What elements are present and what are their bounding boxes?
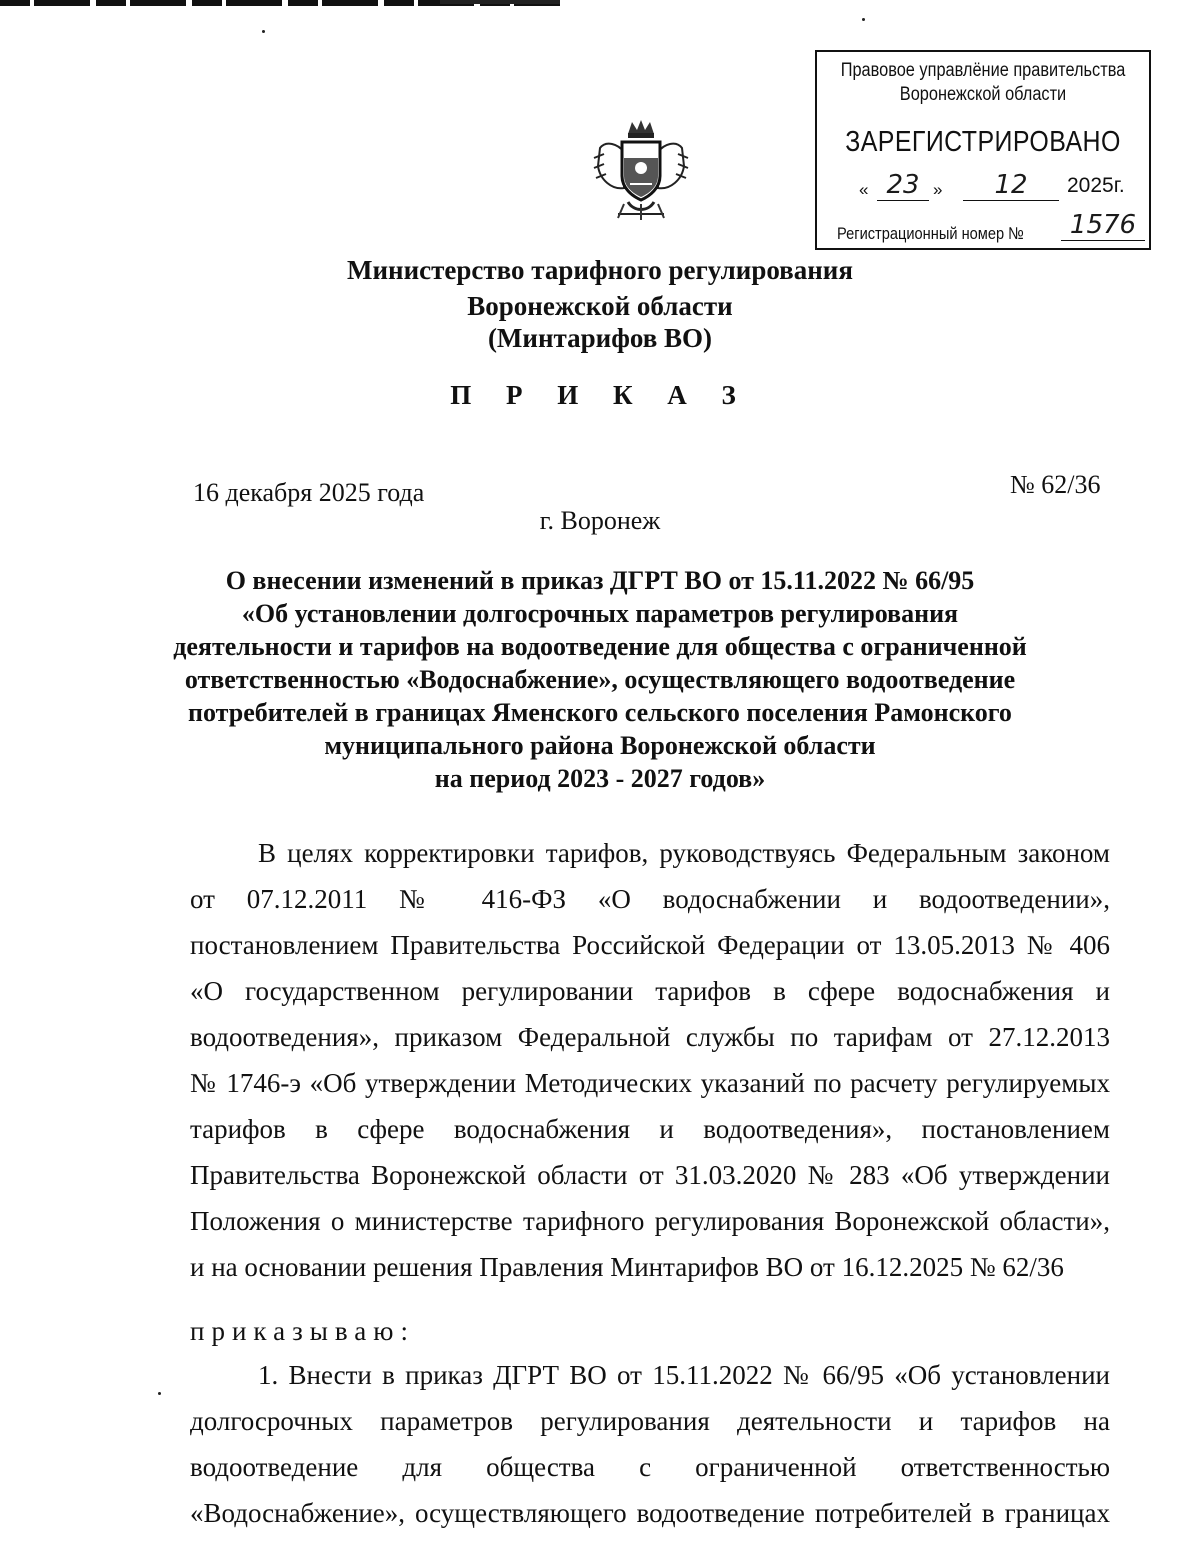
heading-line: ответственностью «Водоснабжение», осуществляющего водоотведение bbox=[184, 665, 1016, 694]
heading-line: потребителей в границах Яменского сельского поселения Рамонского bbox=[188, 698, 1012, 727]
coat-of-arms-icon bbox=[588, 118, 694, 222]
order-date: 16 декабря 2025 года bbox=[193, 478, 425, 507]
order-heading bbox=[170, 564, 1030, 795]
stamp-month: 12 bbox=[963, 170, 1059, 201]
stamp-day-close-quote: » bbox=[933, 180, 943, 199]
paragraph-line: «О государственном регулировании тарифов в сфере водоснабжения и bbox=[190, 976, 1110, 1006]
stamp-year: 2025г. bbox=[1067, 174, 1125, 197]
stamp-day-open-quote: « bbox=[859, 180, 869, 199]
paragraph-line: № 1746-э «Об утверждении Методических указаний по расчету регулируемых bbox=[190, 1068, 1110, 1098]
stamp-day: 23 bbox=[877, 170, 929, 201]
ministry-abbreviation: (Минтарифов ВО) bbox=[487, 323, 713, 353]
paragraph-line: водоотведение для общества с ограниченной ответственностью bbox=[190, 1452, 1110, 1482]
stamp-authority-line2: Воронежской области bbox=[899, 84, 1067, 105]
order-city: г. Воронеж bbox=[539, 506, 661, 535]
heading-line: на период 2023 - 2027 годов» bbox=[434, 764, 766, 793]
paragraph-line: 1. Внести в приказ ДГРТ ВО от 15.11.2022 № 66/95 «Об установлении bbox=[258, 1360, 1110, 1390]
paragraph-line: водоотведения», приказом Федеральной службы по тарифам от 27.12.2013 bbox=[190, 1022, 1110, 1052]
order-word: приказываю: bbox=[190, 1316, 415, 1346]
paragraph-line: от 07.12.2011 № 416-ФЗ «О водоснабжении и водоотведении», bbox=[190, 884, 1110, 914]
scan-edge-mark bbox=[440, 0, 560, 4]
stamp-registration-number-row bbox=[837, 210, 1147, 246]
heading-line: О внесении изменений в приказ ДГРТ ВО от 15.11.2022 № 66/95 bbox=[225, 566, 975, 595]
scan-speck bbox=[262, 30, 265, 33]
heading-line: муниципального района Воронежской области bbox=[324, 731, 876, 760]
paragraph-line: В целях корректировки тарифов, руководствуясь Федеральным законом bbox=[258, 838, 1110, 868]
registration-stamp bbox=[815, 50, 1151, 250]
item-1-paragraph bbox=[190, 1352, 1110, 1536]
heading-line: деятельности и тарифов на водоотведение для общества с ограниченной bbox=[173, 632, 1027, 661]
order-number: № 62/36 bbox=[1010, 470, 1101, 499]
ministry-name: Министерство тарифного регулирования bbox=[347, 255, 853, 285]
stamp-date bbox=[859, 170, 1129, 204]
paragraph-line: постановлением Правительства Российской Федерации от 13.05.2013 № 406 bbox=[190, 930, 1110, 960]
ministry-region: Воронежской области bbox=[467, 291, 733, 321]
paragraph-line: и на основании решения Правления Минтарифов ВО от 16.12.2025 № 62/36 bbox=[190, 1252, 1064, 1282]
paragraph-line: «Водоснабжение», осуществляющего водоотведение потребителей в границах bbox=[190, 1498, 1110, 1528]
preamble-paragraph bbox=[190, 830, 1110, 1290]
scan-speck bbox=[862, 18, 865, 21]
document-type: П Р И К А З bbox=[450, 380, 750, 410]
paragraph-line: тарифов в сфере водоснабжения и водоотведения», постановлением bbox=[190, 1114, 1110, 1144]
stamp-authority-line1: Правовое управлёние правительства bbox=[840, 60, 1126, 81]
stamp-registered-title: ЗАРЕГИСТРИРОВАНО bbox=[845, 126, 1121, 158]
scan-speck bbox=[158, 1392, 161, 1395]
paragraph-line: Правительства Воронежской области от 31.03.2020 № 283 «Об утверждении bbox=[190, 1160, 1110, 1190]
stamp-registration-number: 1576 bbox=[1061, 210, 1145, 241]
stamp-registration-label: Регистрационный номер № bbox=[837, 224, 1024, 243]
heading-line: «Об установлении долгосрочных параметров регулирования bbox=[241, 599, 959, 628]
paragraph-line: Положения о министерстве тарифного регулирования Воронежской области», bbox=[190, 1206, 1110, 1236]
paragraph-line: долгосрочных параметров регулирования деятельности и тарифов на bbox=[190, 1406, 1110, 1436]
